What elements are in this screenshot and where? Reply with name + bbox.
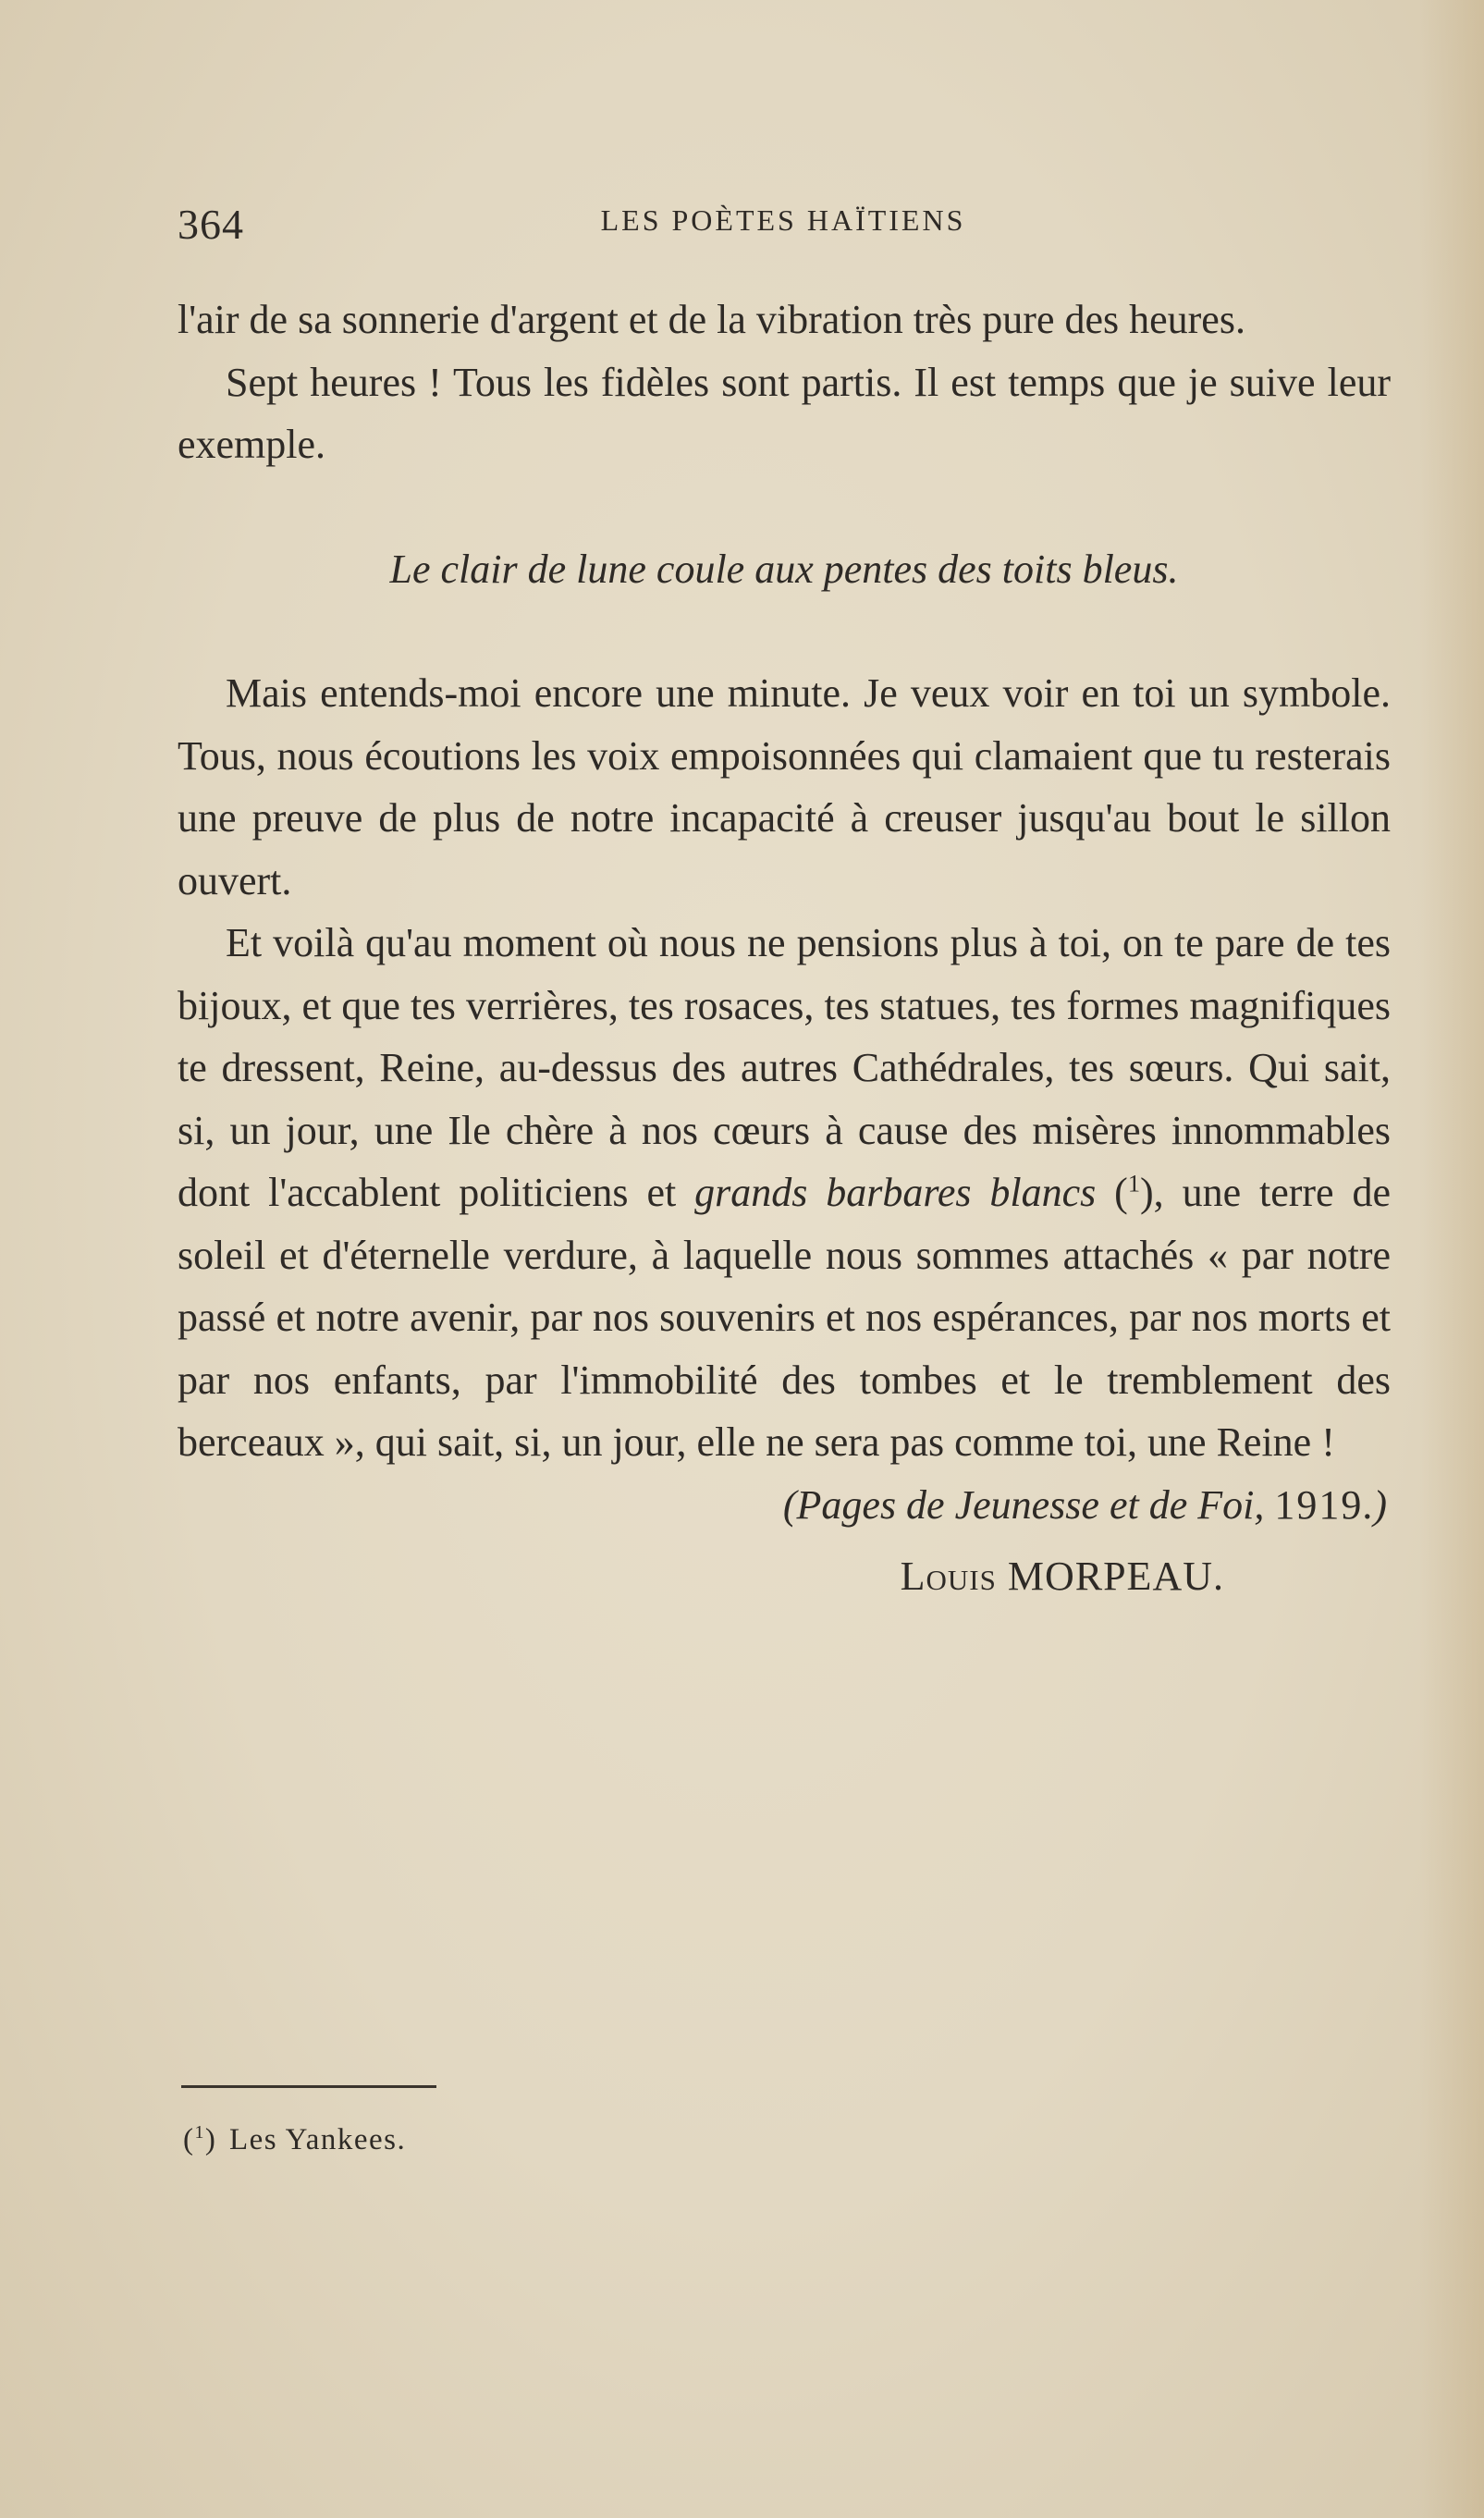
source-close-paren: .) — [1363, 1481, 1387, 1528]
italic-phrase: grands barbares blancs — [694, 1170, 1097, 1215]
author-first-name: Louis — [900, 1554, 997, 1599]
footnote-ref-number: 1 — [1127, 1169, 1141, 1198]
paragraph-et-voila-part-b: , une terre de soleil et d'éternelle verdure, à laquelle nous sommes attachés « par notre passé et notre avenir, par nos souvenirs et nos espérances, par nos morts et par nos enfants, par l'immobilité des tombes et le tremblement des berceaux », qui sait, si, un jour, elle ne sera pas comme toi, une Reine ! — [178, 1170, 1391, 1465]
footnote-ref-close: ) — [1140, 1170, 1154, 1215]
source-comma: , — [1254, 1481, 1275, 1528]
paragraph-et-voila-part-a: Et voilà qu'au moment où nous ne pensions plus à toi, on te pare de tes bijoux, et que tes verrières, tes rosaces, tes statues, tes formes magnifiques te dressent, Reine, au-dessus des autres Cathédrales, tes sœurs. Qui sait, si, un jour, une Ile chère à nos cœurs à cause des misères innommables dont l'accablent politiciens et — [178, 920, 1391, 1215]
paragraph-continued: l'air de sa sonnerie d'argent et de la vibration très pure des heures. — [178, 297, 1245, 342]
running-title: LES POÈTES HAÏTIENS — [600, 203, 966, 237]
body-text — [178, 289, 1391, 1608]
paragraph-sept-heures: Sept heures ! Tous les fidèles sont partis. Il est temps que je suive leur exemple. — [178, 359, 1391, 467]
page-number: 364 — [178, 201, 244, 248]
verse-line: Le clair de lune coule aux pentes des toits bleus. — [389, 546, 1179, 592]
footnote — [183, 2122, 407, 2157]
source-citation — [178, 1474, 1391, 1537]
running-head — [178, 194, 1389, 259]
footnote-marker-number: 1 — [194, 2122, 205, 2143]
source-open-paren: ( — [782, 1481, 797, 1528]
paragraph-et-voila — [178, 912, 1391, 1474]
footnote-text: Les Yankees. — [229, 2123, 407, 2156]
footnote-marker-open: ( — [183, 2123, 195, 2156]
paragraph-entends-moi: Mais entends-moi encore une minute. Je veux voir en toi un symbole. Tous, nous écoutions les voix empoisonnées qui clamaient que tu resterais une preuve de plus de notre incapacité à creuser jusqu'au bout le sillon ouvert. — [178, 670, 1391, 903]
footnote-divider — [181, 2085, 436, 2088]
author-last-name: MORPEAU. — [1007, 1554, 1224, 1599]
footnote-marker — [183, 2123, 216, 2157]
source-year: 1919 — [1274, 1481, 1364, 1528]
footnote-marker-close: ) — [204, 2123, 217, 2156]
footnote-ref-open: ( — [1096, 1170, 1128, 1215]
source-title: Pages de Jeunesse et de Foi — [796, 1481, 1255, 1528]
author-signature — [178, 1545, 1391, 1608]
